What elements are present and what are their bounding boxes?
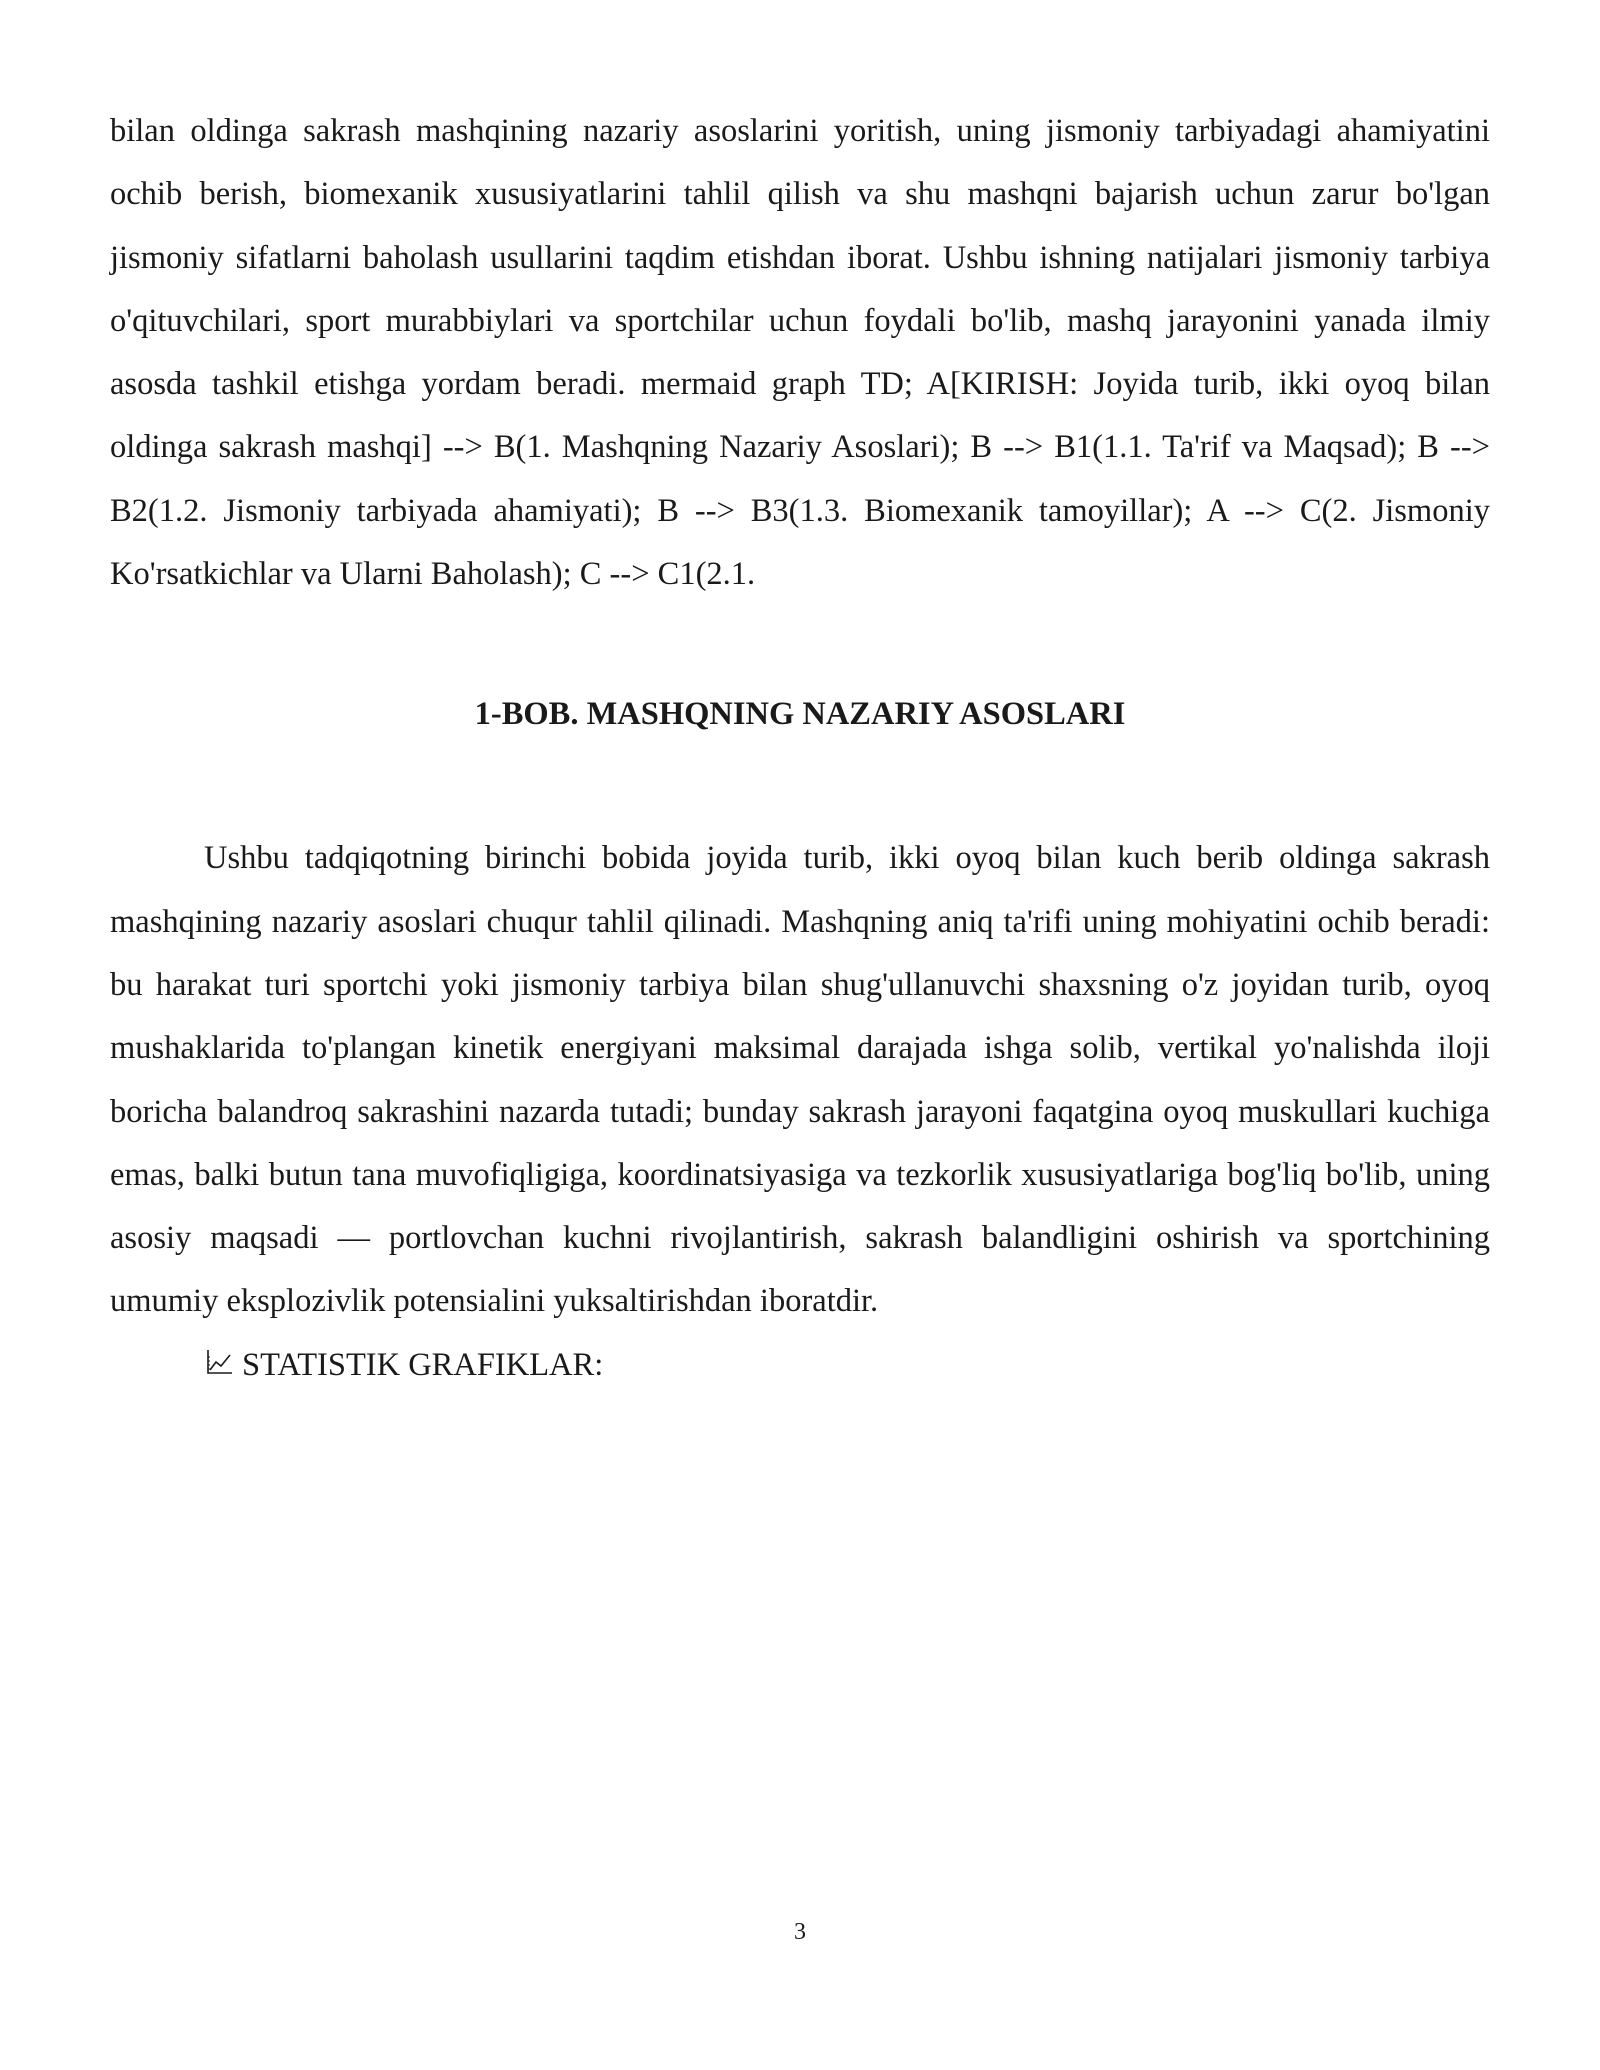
page-content [110, 100, 1490, 1397]
chapter-heading: 1-BOB. MASHQNING NAZARIY ASOSLARI [474, 696, 1126, 733]
chart-increasing-icon [204, 1347, 234, 1377]
statistics-label: STATISTIK GRAFIKLAR: [242, 1346, 604, 1383]
intro-paragraph: bilan oldinga sakrash mashqining nazariy asoslarini yoritish, uning jismoniy tarbiyadagi ahamiyatini ochib berish, biomexanik xususiyatlarini tahlil qilish va shu mashqni bajarish uchun zarur bo'lgan jismoniy sifatlarni baholash usullarini taqdim etishdan iborat. Ushbu ishning natijalari jismoniy tarbiya o'qituvchilari, sport murabbiylari va sportchilar uchun foydali bo'lib, mashq jarayonini yanada ilmiy asosda tashkil etishga yordam beradi. mermaid graph TD; A[KIRISH: Joyida turib, ikki oyoq bilan oldinga sakrash mashqi] --> B(1. Mashqning Nazariy Asoslari); B --> B1(1.1. Ta'rif va Maqsad); B --> B2(1.2. Jismoniy tarbiyada ahamiyati); B --> B3(1.3. Biomexanik tamoyillar); A --> C(2. Jismoniy Ko'rsatkichlar va Ularni Baholash); C --> C1(2.1. [110, 113, 1490, 593]
page-number: 3 [794, 1919, 806, 1945]
statistics-heading [110, 1334, 1490, 1397]
chapter-paragraph: Ushbu tadqiqotning birinchi bobida joyida turib, ikki oyoq bilan kuch berib oldinga sakrash mashqining nazariy asoslari chuqur tahlil qilinadi. Mashqning aniq ta'rifi uning mohiyatini ochib beradi: bu harakat turi sportchi yoki jismoniy tarbiya bilan shug'ullanuvchi shaxsning o'z joyidan turib, oyoq mushaklarida to'plangan kinetik energiyani maksimal darajada ishga solib, vertikal yo'nalishda iloji boricha balandroq sakrashini nazarda tutadi; bunday sakrash jarayoni faqatgina oyoq muskullari kuchiga emas, balki butun tana muvofiqligiga, koordinatsiyasiga va tezkorlik xususiyatlariga bog'liq bo'lib, uning asosiy maqsadi — portlovchan kuchni rivojlantirish, sakrash balandligini oshirish va sportchining umumiy eksplozivlik potensialini yuksaltirishdan iboratdir. [110, 840, 1490, 1320]
